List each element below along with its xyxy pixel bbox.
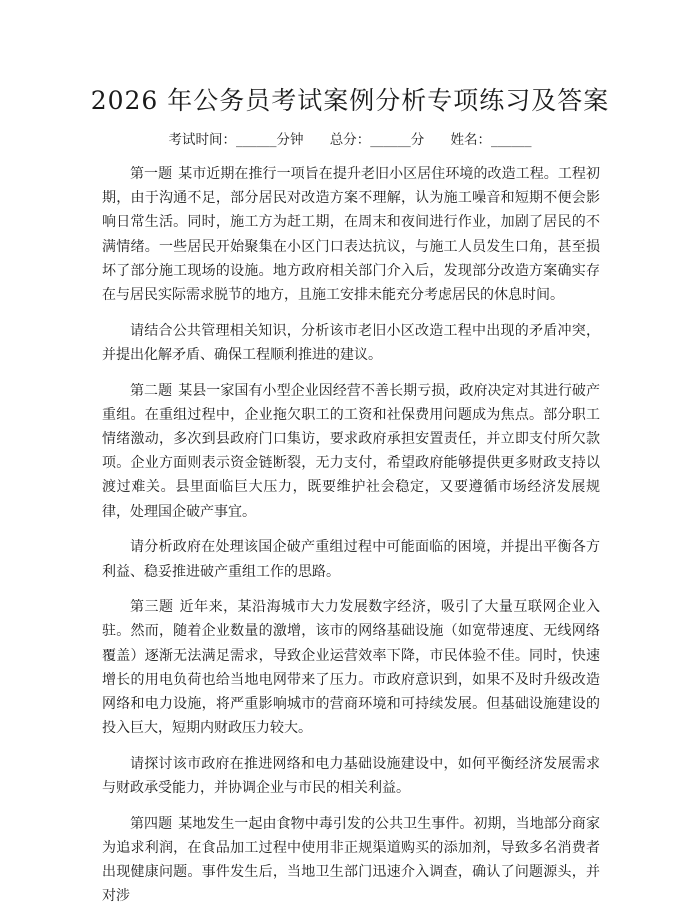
question-2-label: 第二题 bbox=[130, 382, 173, 399]
document-title: 2026 年公务员考试案例分析专项练习及答案 bbox=[90, 86, 610, 115]
name-field: 姓名：______ bbox=[450, 132, 532, 148]
question-1-label: 第一题 bbox=[130, 166, 173, 182]
question-2-text: 某县一家国有小型企业因经营不善长期亏损，政府决定对其进行破产重组。在重组过程中，企业拖欠职工的工资和社保费用问题成为焦点。部分职工情绪激动，多次到县政府门口集访，要求政府承担安置责任，并立即支付所欠款项。企业方面则表示资金链断裂，无力支付，希望政府能够提供更多财政支持以渡过难关。县里面临巨大压力，既要维护社会稳定，又要遵循市场经济发展规律，处理国企破产事宜。 bbox=[102, 382, 600, 520]
question-3-paragraph bbox=[102, 595, 600, 740]
question-3-prompt-text: 请探讨该市政府在推进网络和电力基础设施建设中，如何平衡经济发展需求与财政承受能力，并协调企业与市民的相关利益。 bbox=[102, 755, 600, 797]
exam-time-field: 考试时间：______分钟 bbox=[168, 132, 304, 148]
document-body bbox=[102, 162, 600, 920]
question-1-text: 某市近期在推行一项旨在提升老旧小区居住环境的改造工程。工程初期，由于沟通不足，部分居民对改造方案不理解，认为施工噪音和短期不便会影响日常生活。同时，施工方为赶工期，在周末和夜间进行作业，加剧了居民的不满情绪。一些居民开始聚集在小区门口表达抗议，与施工人员发生口角，甚至损坏了部分施工现场的设施。地方政府相关部门介入后，发现部分改造方案确实存在与居民实际需求脱节的地方，且施工安排未能充分考虑居民的休息时间。 bbox=[102, 166, 600, 304]
question-2-prompt-text: 请分析政府在处理该国企破产重组过程中可能面临的困境，并提出平衡各方利益、稳妥推进破产重组工作的思路。 bbox=[102, 539, 600, 580]
question-4-paragraph bbox=[102, 812, 600, 909]
question-4-text: 某地发生一起由食物中毒引发的公共卫生事件。初期，当地部分商家为追求利润，在食品加工过程中使用非正规渠道购买的添加剂，导致多名消费者出现健康问题。事件发生后，当地卫生部门迅速介入调查，确认了问题源头，并对涉 bbox=[102, 815, 600, 905]
question-1-paragraph bbox=[102, 162, 600, 307]
question-1-prompt-text: 请结合公共管理相关知识，分析该市老旧小区改造工程中出现的矛盾冲突，并提出化解矛盾、确保工程顺利推进的建议。 bbox=[102, 322, 600, 363]
total-score-field: 总分：______分 bbox=[329, 132, 425, 148]
question-2-paragraph bbox=[102, 379, 600, 524]
question-3-prompt bbox=[102, 752, 600, 800]
question-3-label: 第三题 bbox=[130, 599, 174, 616]
exam-info-line bbox=[0, 130, 700, 150]
question-4-label: 第四题 bbox=[130, 815, 173, 832]
question-2-prompt bbox=[102, 535, 600, 583]
question-1-prompt bbox=[102, 319, 600, 367]
question-3-text: 近年来，某沿海城市大力发展数字经济，吸引了大量互联网企业入驻。然而，随着企业数量的激增，该市的网络基础设施（如宽带速度、无线网络覆盖）逐渐无法满足需求，导致企业运营效率下降，市民体验不佳。同时，快速增长的用电负荷也给当地电网带来了压力。市政府意识到，如果不及时升级改造网络和电力设施，将严重影响城市的营商环境和可持续发展。但基础设施建设的投入巨大，短期内财政压力较大。 bbox=[102, 599, 601, 737]
